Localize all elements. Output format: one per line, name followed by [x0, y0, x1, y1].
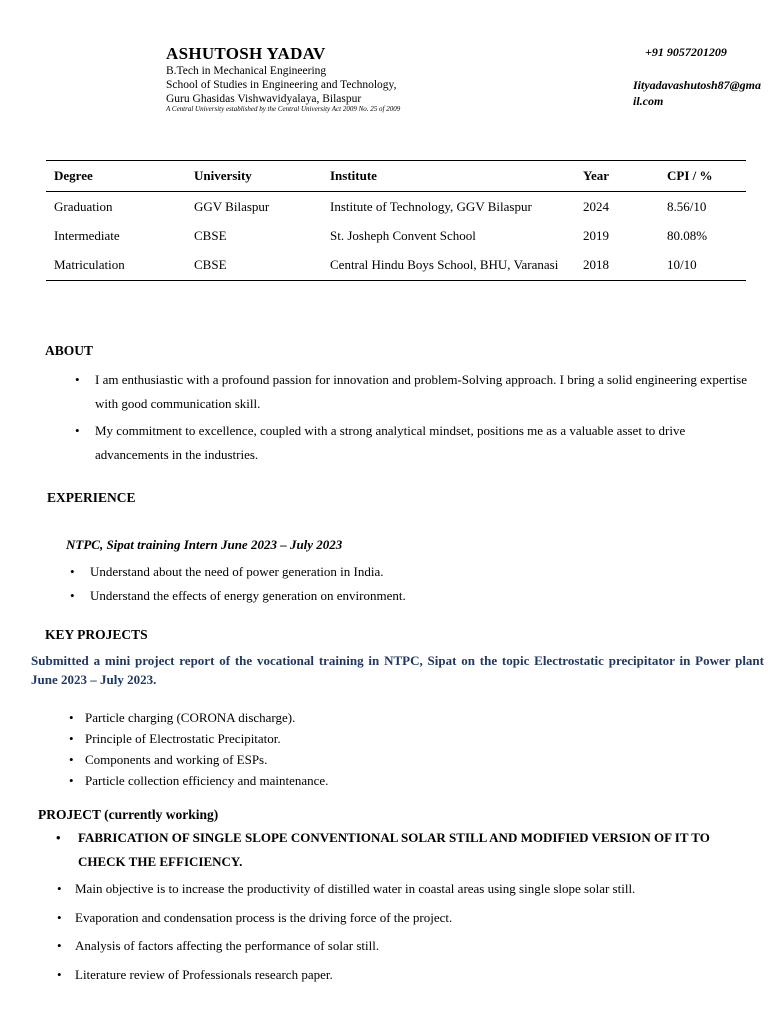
- degree-line: B.Tech in Mechanical Engineering: [166, 65, 327, 77]
- cell-degree: Intermediate: [54, 228, 120, 243]
- list-item: • Components and working of ESPs.: [85, 749, 735, 770]
- col-header-institute: Institute: [322, 161, 575, 192]
- col-header-university: University: [186, 161, 322, 192]
- current-project-title-list: [78, 826, 758, 874]
- key-projects-heading: KEY PROJECTS: [45, 627, 148, 642]
- cell-university: GGV Bilaspur: [194, 199, 270, 214]
- table-row: [46, 250, 746, 281]
- current-project-list: [75, 877, 755, 992]
- university-note: A Central University established by the Central University Act 2009 No. 25 of 2009: [166, 105, 401, 113]
- experience-role: NTPC, Sipat training Intern June 2023 – July 2023: [66, 537, 343, 552]
- list-item: • Understand about the need of power generation in India.: [90, 560, 740, 584]
- list-item: • Principle of Electrostatic Precipitator.: [85, 728, 735, 749]
- list-item: • I am enthusiastic with a profound passion for innovation and problem-Solving approach. I bring a solid engineering expertise with good communication skill.: [95, 368, 755, 416]
- cell-year: 2018: [575, 250, 659, 281]
- list-item: • Particle collection efficiency and maintenance.: [85, 770, 735, 791]
- email-address: Iityadavashutosh87@gma il.com: [633, 78, 762, 108]
- list-item: • Main objective is to increase the productivity of distilled water in coastal areas using single slope solar still.: [75, 877, 755, 901]
- cell-institute: St. Josheph Convent School: [330, 228, 476, 243]
- current-project-title: • FABRICATION OF SINGLE SLOPE CONVENTIONAL SOLAR STILL AND MODIFIED VERSION OF IT TO CHECK THE EFFICIENCY.: [78, 826, 758, 874]
- col-header-cpi: CPI / %: [659, 161, 746, 192]
- current-project-heading: PROJECT (currently working): [38, 807, 219, 822]
- cell-institute: Central Hindu Boys School, BHU, Varanasi: [322, 250, 575, 281]
- list-item: • Particle charging (CORONA discharge).: [85, 707, 735, 728]
- education-table: [46, 160, 746, 281]
- university-line: Guru Ghasidas Vishwavidyalaya, Bilaspur: [166, 93, 362, 105]
- table-header-row: [46, 161, 746, 192]
- list-item: • Literature review of Professionals research paper.: [75, 963, 755, 987]
- table-row: [46, 221, 746, 250]
- key-projects-list: [85, 707, 735, 791]
- key-project-title: Submitted a mini project report of the vocational training in NTPC, Sipat on the topic Electrostatic precipitator in Power plant June 2023 – July 2023.: [31, 653, 764, 687]
- col-header-degree: Degree: [46, 161, 186, 192]
- cell-institute: Institute of Technology, GGV Bilaspur: [330, 199, 532, 214]
- cell-year: 2019: [583, 228, 609, 243]
- cell-university: CBSE: [194, 228, 227, 243]
- list-item: • Analysis of factors affecting the performance of solar still.: [75, 934, 755, 958]
- experience-heading: EXPERIENCE: [47, 490, 136, 505]
- table-row: [46, 192, 746, 222]
- school-line: School of Studies in Engineering and Technology,: [166, 79, 397, 91]
- cell-cpi: 8.56/10: [667, 199, 707, 214]
- list-item: • Understand the effects of energy generation on environment.: [90, 584, 740, 608]
- col-header-year: Year: [575, 161, 659, 192]
- cell-degree: Matriculation: [46, 250, 186, 281]
- cell-degree: Graduation: [54, 199, 113, 214]
- cell-cpi: 10/10: [659, 250, 746, 281]
- candidate-name: ASHUTOSH YADAV: [166, 44, 326, 63]
- phone-number: +91 9057201209: [645, 45, 727, 59]
- cell-university: CBSE: [186, 250, 322, 281]
- list-item: • My commitment to excellence, coupled with a strong analytical mindset, positions me as a valuable asset to drive advancements in the industries.: [95, 419, 755, 467]
- cell-cpi: 80.08%: [667, 228, 708, 243]
- experience-list: [90, 560, 740, 608]
- cell-year: 2024: [583, 199, 609, 214]
- about-heading: ABOUT: [45, 343, 94, 358]
- list-item: • Evaporation and condensation process is the driving force of the project.: [75, 906, 755, 930]
- about-list: [95, 368, 755, 470]
